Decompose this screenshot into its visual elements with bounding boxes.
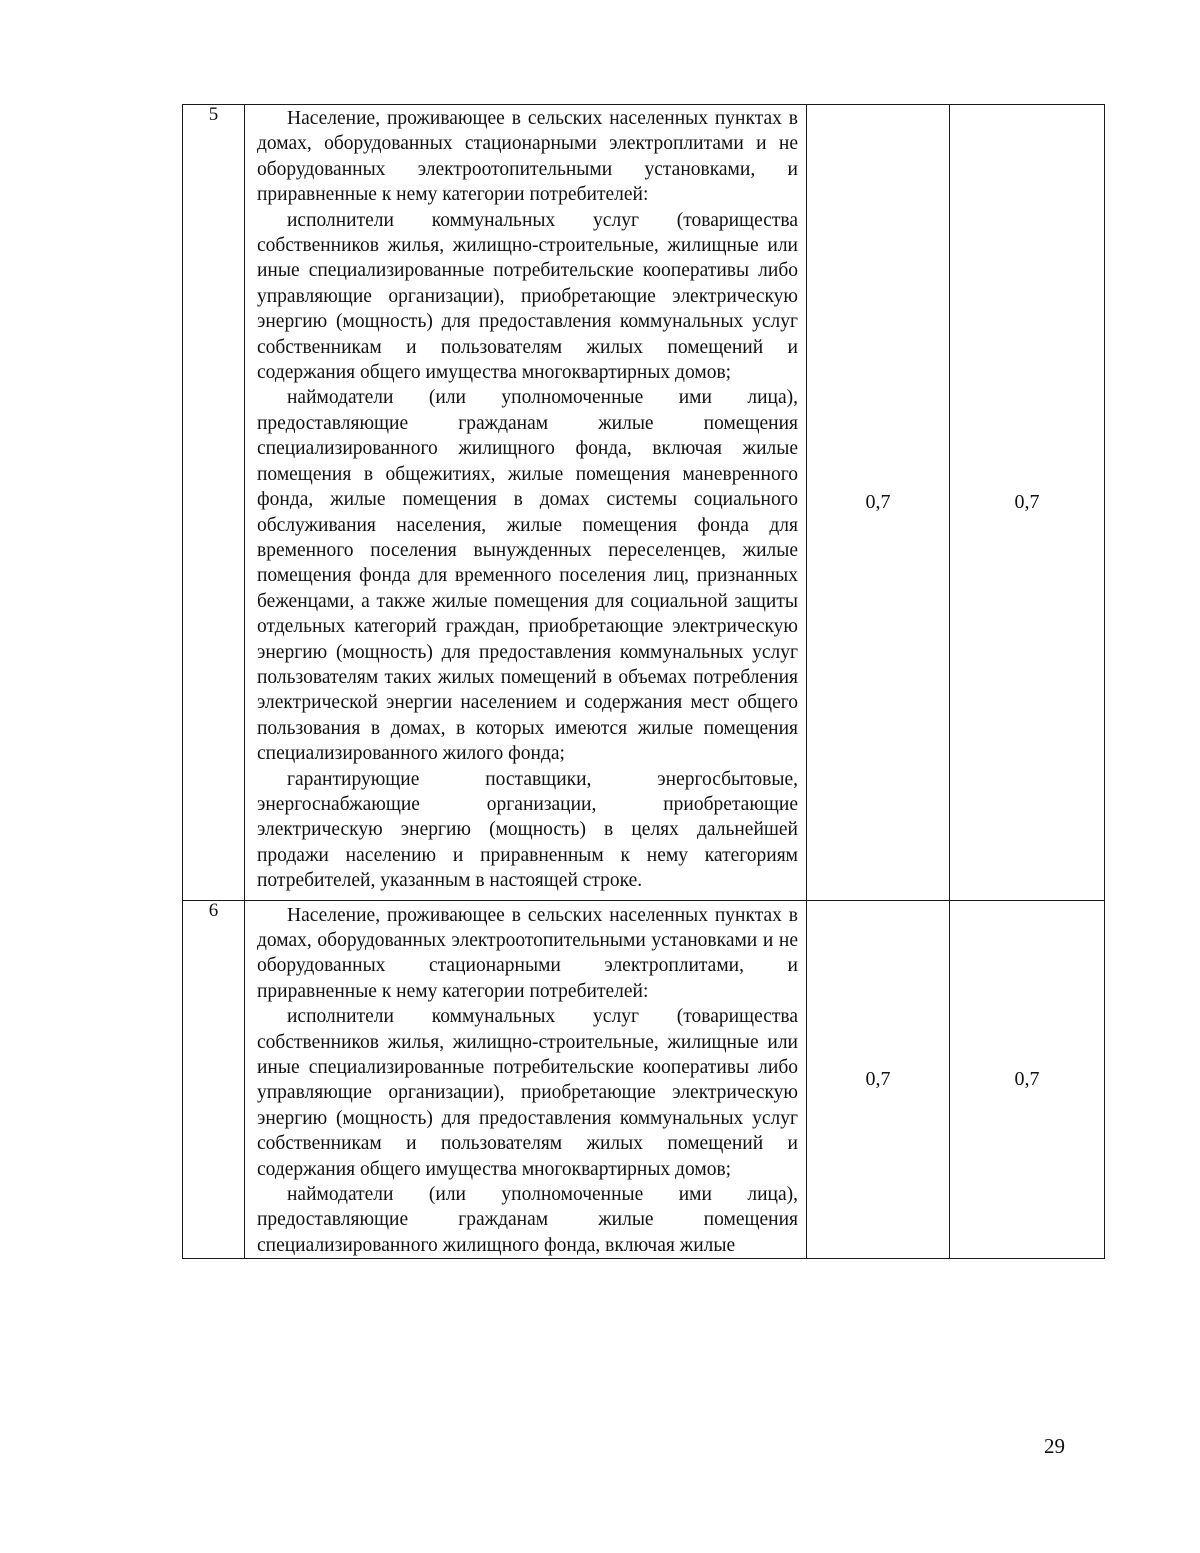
table-row bbox=[183, 900, 1105, 1259]
page-number: 29 bbox=[1044, 1434, 1065, 1458]
description-paragraph: Население, проживающее в сельских населенных пунктах в домах, оборудованных стационарными электроплитами и не оборудованных электроотопительными установками, и приравненные к нему категории потребителей: bbox=[257, 108, 798, 206]
description-paragraph: гарантирующие поставщики, энергосбытовые, энергоснабжающие организации, приобретающие электрическую энергию (мощность) в целях дальнейшей продажи населению и приравненным к нему категориям потребителей, указанным в настоящей строке. bbox=[257, 768, 798, 892]
description-paragraph: наймодатели (или уполномоченные ими лица), предоставляющие гражданам жилые помещения специализированного жилищного фонда, включая жилые помещения в общежитиях, жилые помещения маневренного фонда, жилые помещения в домах системы социального обслуживания населения, жилые помещения фонда для временного поселения вынужденных переселенцев, жилые помещения фонда для временного поселения лиц, признанных беженцами, а также жилые помещения для социальной защиты отдельных категорий граждан, приобретающие электрическую энергию (мощность) для предоставления коммунальных услуг пользователям таких жилых помещений в объемах потребления электрической энергии населением и содержания мест общего пользования в домах, в которых имеются жилые помещения специализированного жилого фонда; bbox=[257, 387, 798, 765]
row-number: 5 bbox=[183, 105, 245, 901]
row-value-2: 0,7 bbox=[950, 105, 1105, 901]
description-paragraph: исполнители коммунальных услуг (товарищества собственников жилья, жилищно-строительные, жилищные или иные специализированные потребительские кооперативы либо управляющие организации), приобретающие электрическую энергию (мощность) для предоставления коммунальных услуг собственникам и пользователям жилых помещений и содержания общего имущества многоквартирных домов; bbox=[257, 1006, 798, 1180]
description-paragraph: наймодатели (или уполномоченные ими лица), предоставляющие гражданам жилые помещения специализированного жилищного фонда, включая жилые bbox=[257, 1184, 798, 1256]
row-description bbox=[245, 105, 807, 901]
row-value-1: 0,7 bbox=[807, 900, 950, 1259]
row-value-2: 0,7 bbox=[950, 900, 1105, 1259]
description-paragraph: исполнители коммунальных услуг (товарищества собственников жилья, жилищно-строительные, жилищные или иные специализированные потребительские кооперативы либо управляющие организации), приобретающие электрическую энергию (мощность) для предоставления коммунальных услуг собственникам и пользователям жилых помещений и содержания общего имущества многоквартирных домов; bbox=[257, 209, 798, 384]
table-row bbox=[183, 105, 1105, 901]
row-number: 6 bbox=[183, 900, 245, 1259]
row-description bbox=[245, 900, 807, 1259]
description-paragraph: Население, проживающее в сельских населенных пунктах в домах, оборудованных электроотопительными установками и не оборудованных стационарными электроплитами, и приравненные к нему категории потребителей: bbox=[257, 904, 798, 1002]
tariff-table bbox=[182, 104, 1105, 1259]
row-value-1: 0,7 bbox=[807, 105, 950, 901]
